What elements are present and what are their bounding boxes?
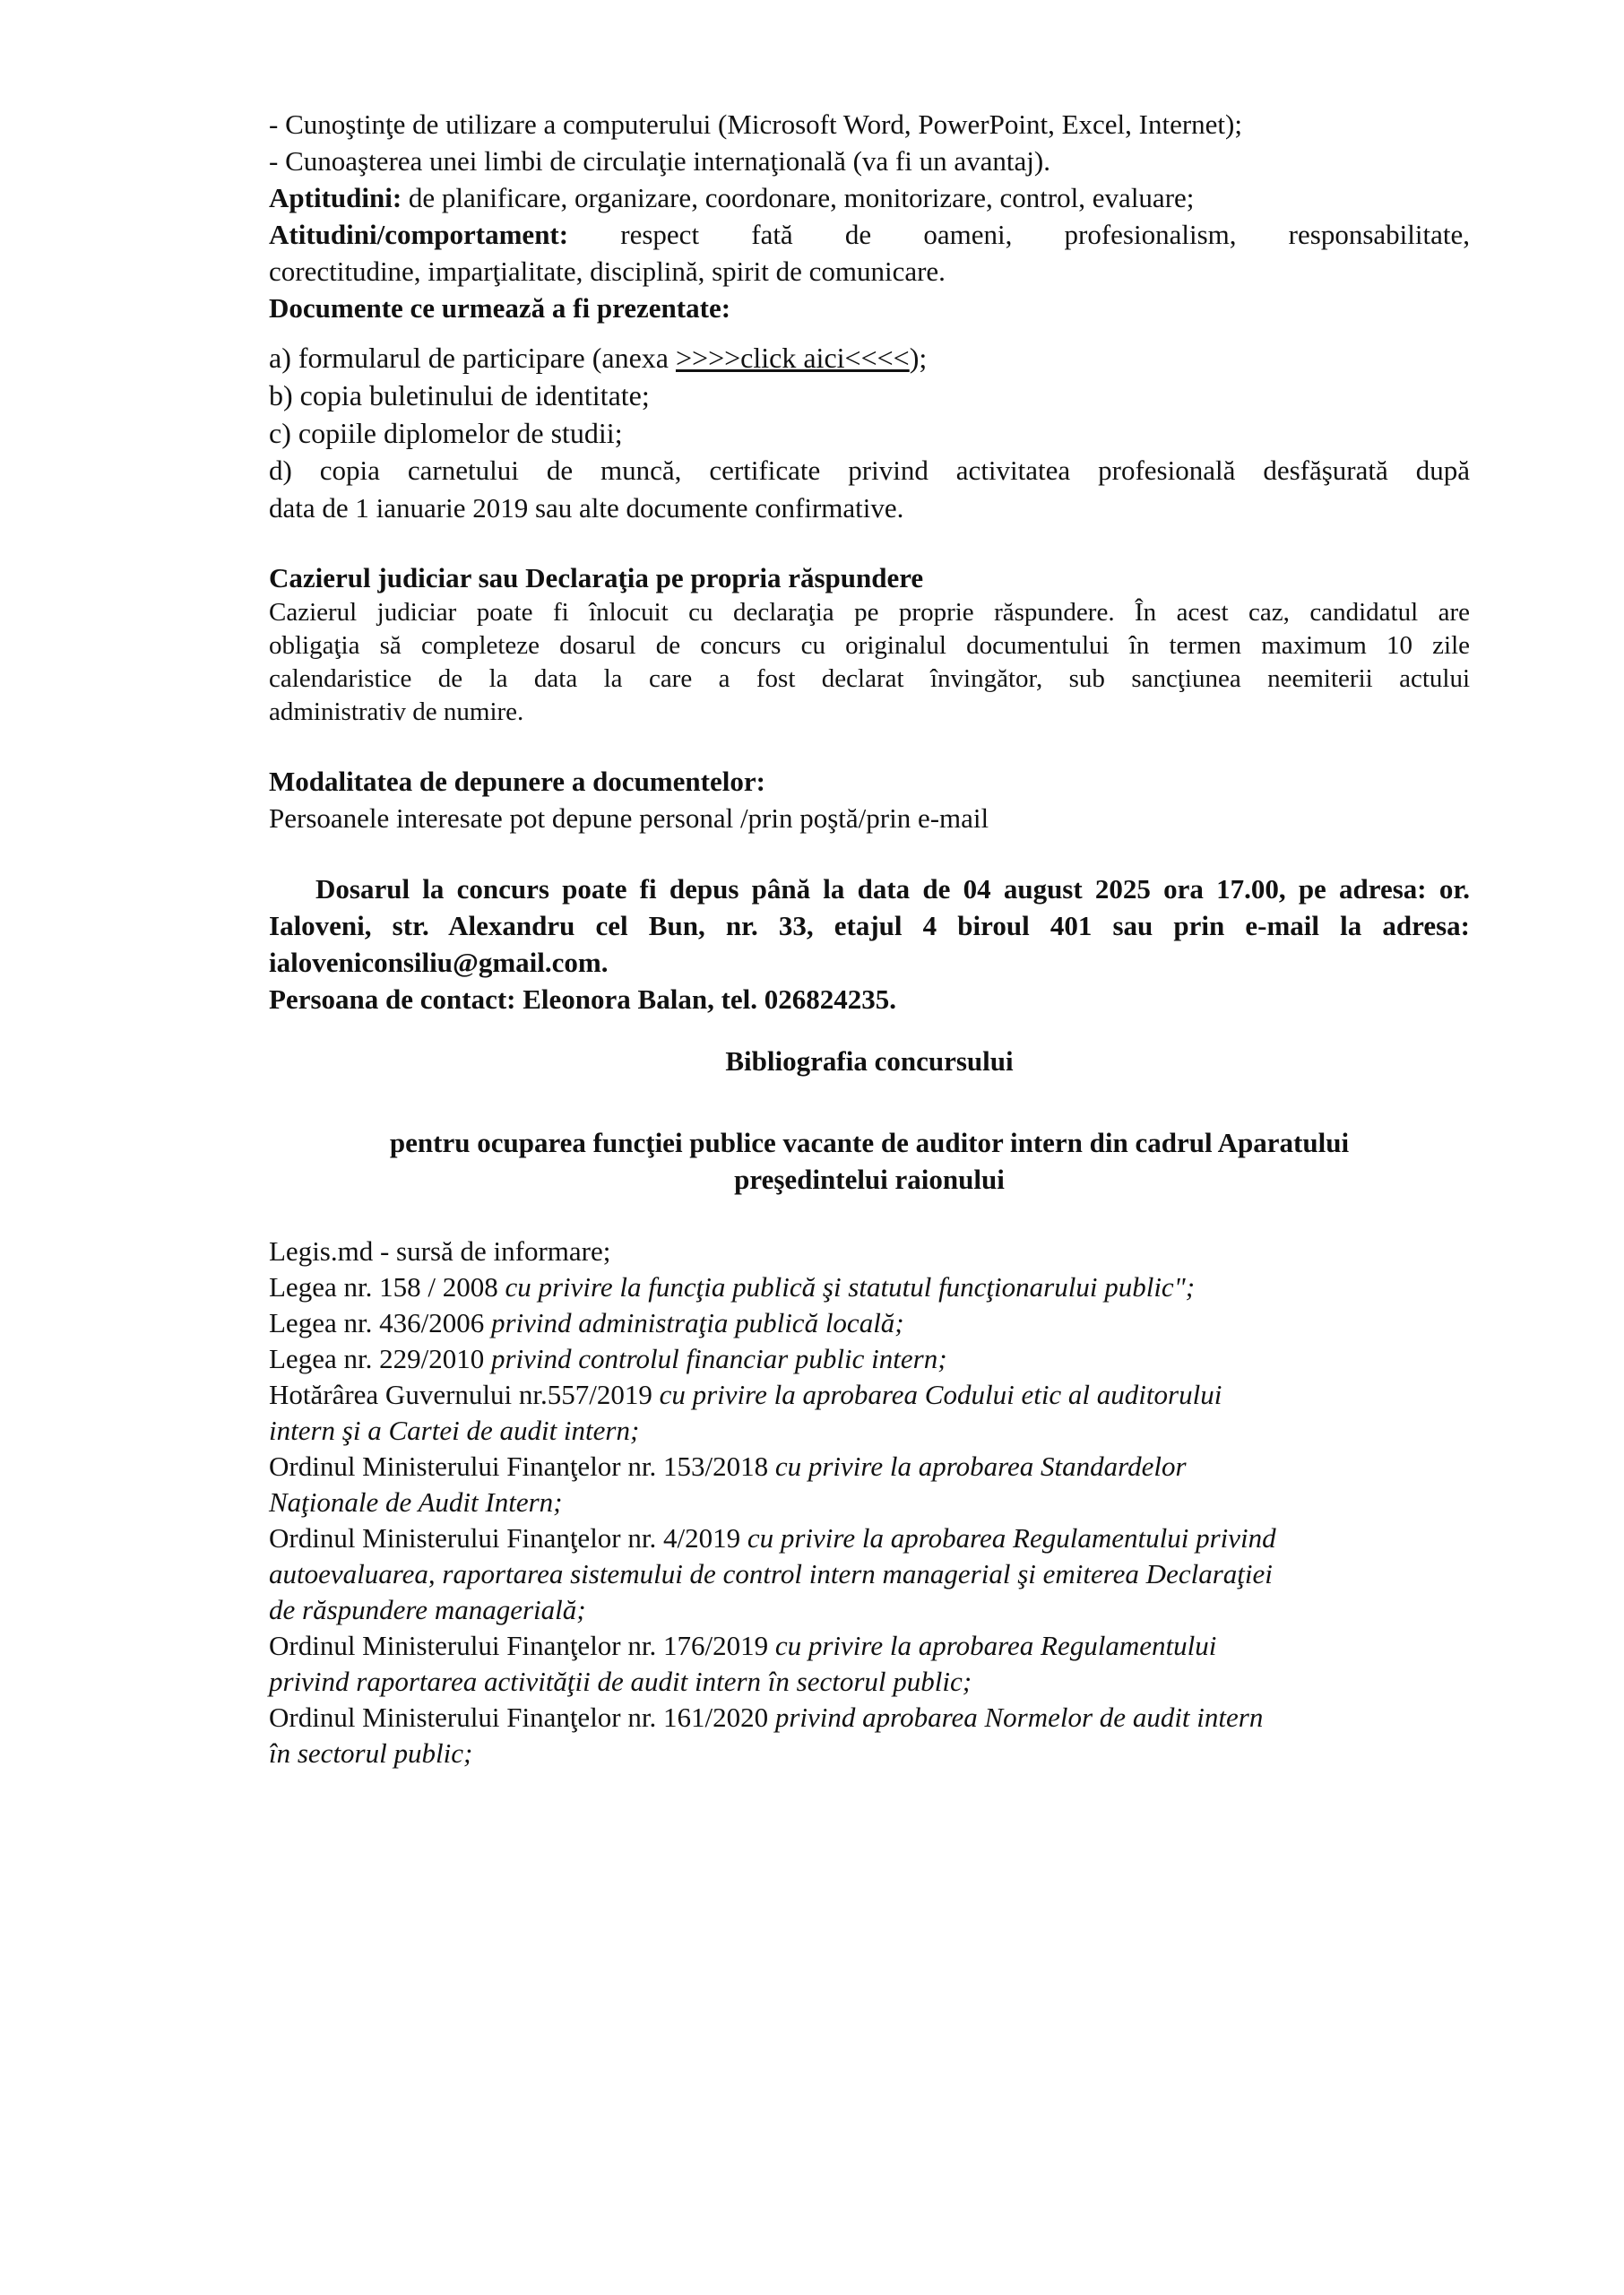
skill-language: - Cunoaşterea unei limbi de circulaţie internaţională (va fi un avantaj).: [269, 145, 1050, 177]
bibliography-item-title: privind administraţia publică locală;: [490, 1307, 904, 1338]
deadline-line: Dosarul la concurs poate fi depus până la data de 04 august 2025 ora 17.00, pe adresa: or.: [315, 873, 1470, 905]
aptitudes-label: Aptitudini:: [269, 182, 402, 213]
skill-computer: - Cunoştinţe de utilizare a computerului (Microsoft Word, PowerPoint, Excel, Internet);: [269, 108, 1242, 140]
bibliography-item-title: cu privire la aprobarea Regulamentului privind: [747, 1522, 1276, 1554]
aptitudes-paragraph: [269, 179, 1470, 216]
bibliography-item-cont: de răspundere managerială;: [269, 1594, 586, 1625]
bibliography-item: [269, 1449, 1470, 1485]
bibliography-item: [269, 1377, 1470, 1413]
document-item-a-text: a) formularul de participare (anexa: [269, 342, 676, 374]
document-item-b: b) copia buletinului de identitate;: [269, 379, 650, 411]
bibliography-item-cont: privind raportarea activităţii de audit intern în sectorul public;: [269, 1666, 972, 1697]
bibliography-item-ref: Ordinul Ministerului Finanţelor nr. 161/2020: [269, 1702, 775, 1733]
bibliography-item-cont: autoevaluarea, raportarea sistemului de control intern managerial şi emiterea Declaraţiei: [269, 1558, 1273, 1589]
bibliography-item-ref: Ordinul Ministerului Finanţelor nr. 4/2019: [269, 1522, 747, 1554]
aptitudes-text: de planificare, organizare, coordonare, monitorizare, control, evaluare;: [402, 182, 1195, 213]
bibliography-subtitle: pentru ocuparea funcţiei publice vacante de auditor intern din cadrul Aparatului: [389, 1127, 1350, 1158]
document-item-c: c) copiile diplomelor de studii;: [269, 417, 623, 449]
contact-person: Persoana de contact: Eleonora Balan, tel. 026824235.: [269, 983, 897, 1015]
bibliography-item-ref: Hotărârea Guvernului nr.557/2019: [269, 1379, 660, 1410]
form-download-link[interactable]: >>>>click aici<<<<: [675, 342, 910, 374]
attitudes-text: respect fată de oameni, profesionalism, responsabilitate,: [568, 219, 1470, 250]
bibliography-item-ref: Ordinul Ministerului Finanţelor nr. 153/2018: [269, 1451, 775, 1482]
criminal-record-heading: Cazierul judiciar sau Declaraţia pe propria răspundere: [269, 562, 924, 593]
bibliography-item-ref: Ordinul Ministerului Finanţelor nr. 176/2019: [269, 1630, 775, 1661]
bibliography-item-title: privind controlul financiar public intern;: [490, 1343, 947, 1374]
bibliography-item: [269, 1269, 1470, 1305]
document-body: [269, 106, 1470, 1771]
bibliography-item-title: privind aprobarea Normelor de audit intern: [774, 1702, 1264, 1733]
document-item-d: d) copia carnetului de muncă, certificate privind activitatea profesională desfăşurată după: [269, 455, 1470, 486]
attitudes-text-cont: corectitudine, imparţialitate, disciplină, spirit de comunicare.: [269, 255, 946, 287]
document-item-a-suffix: );: [909, 342, 928, 374]
bibliography-item-ref: Legea nr. 158 / 2008: [269, 1271, 505, 1303]
bibliography-item-title: cu privire la aprobarea Codului etic al auditorului: [659, 1379, 1222, 1410]
submission-heading: Modalitatea de depunere a documentelor:: [269, 766, 765, 797]
deadline-line: Ialoveni, str. Alexandru cel Bun, nr. 33, etajul 4 biroul 401 sau prin e-mail la adresa:: [269, 910, 1470, 941]
bibliography-item: [269, 1628, 1470, 1664]
criminal-record-line: calendaristice de la data la care a fost declarat învingător, sub sancţiunea neemiterii actului: [269, 664, 1470, 693]
bibliography-item-ref: Legis.md - sursă de informare;: [269, 1235, 611, 1267]
bibliography-item: [269, 1305, 1470, 1341]
bibliography-item: [269, 1520, 1470, 1556]
criminal-record-line: obligaţia să completeze dosarul de concurs cu originalul documentului în termen maximum 10 zile: [269, 631, 1470, 660]
bibliography-item-cont: intern şi a Cartei de audit intern;: [269, 1415, 640, 1446]
bibliography-item-cont: Naţionale de Audit Intern;: [269, 1486, 563, 1518]
bibliography-subtitle-cont: preşedintelui raionului: [734, 1164, 1005, 1195]
bibliography-item: [269, 1700, 1470, 1736]
criminal-record-line: Cazierul judiciar poate fi înlocuit cu declaraţia pe proprie răspundere. În acest caz, candidatul are: [269, 598, 1470, 627]
bibliography-item-ref: Legea nr. 229/2010: [269, 1343, 491, 1374]
bibliography-item-title: cu privire la aprobarea Regulamentului: [774, 1630, 1217, 1661]
bibliography-item-title: cu privire la funcţia publică şi statutul funcţionarului public";: [505, 1271, 1196, 1303]
criminal-record-line: administrativ de numire.: [269, 697, 524, 726]
bibliography-title: Bibliografia concursului: [725, 1045, 1014, 1077]
bibliography-list: [269, 1234, 1470, 1771]
bibliography-item: [269, 1234, 1470, 1269]
document-item-d-cont: data de 1 ianuarie 2019 sau alte documente confirmative.: [269, 492, 904, 524]
document-item-a: [269, 339, 1470, 377]
submission-text: Persoanele interesate pot depune personal /prin poştă/prin e-mail: [269, 802, 989, 834]
bibliography-item-cont: în sectorul public;: [269, 1737, 473, 1769]
attitudes-label: Atitudini/comportament:: [269, 219, 569, 250]
documents-heading: Documente ce urmează a fi prezentate:: [269, 292, 731, 324]
attitudes-paragraph: [269, 216, 1470, 253]
contact-email: ialoveniconsiliu@gmail.com.: [269, 947, 609, 978]
bibliography-item-ref: Legea nr. 436/2006: [269, 1307, 491, 1338]
bibliography-item-title: cu privire la aprobarea Standardelor: [774, 1451, 1187, 1482]
bibliography-item: [269, 1341, 1470, 1377]
